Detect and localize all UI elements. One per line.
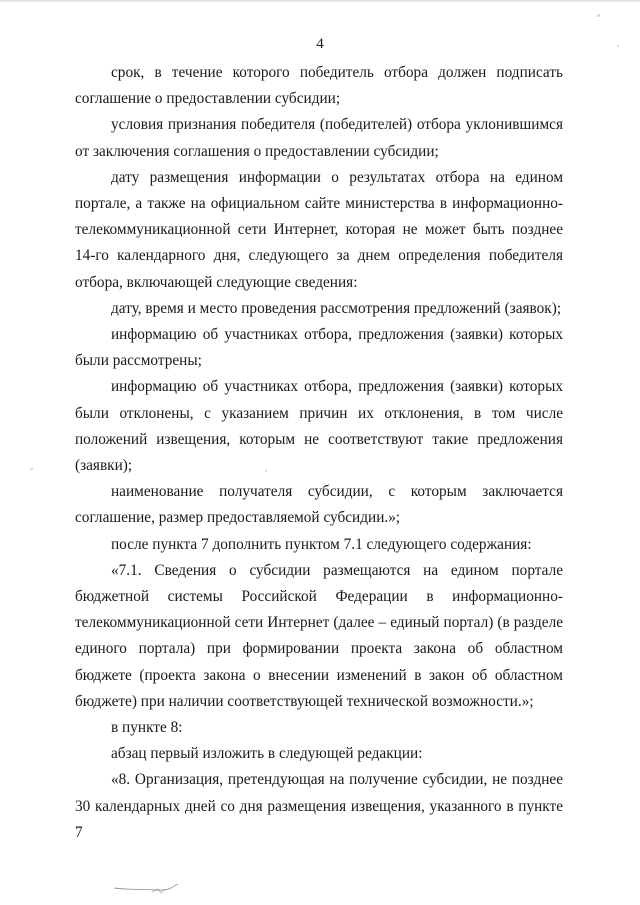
paragraph-10: в пункте 8:: [111, 719, 183, 737]
document-body: [75, 60, 563, 846]
paragraph-7: наименование получателя субсидии, с которым заключается соглашение, размер предоставляемой субсидии.»;: [75, 483, 563, 527]
paragraph-3: дату размещения информации о результатах отбора на едином портале, а также на официальном сайте министерства в информационно-телекоммуникационной сети Интернет, которая не может быть позднее 14-го календарного дня, следующего за днем определения победителя отбора, включающей следующие сведения:: [75, 168, 563, 291]
paragraph-12: «8. Организация, претендующая на получение субсидии, не позднее 30 календарных дней со дня размещения извещения, указанного в пункте 7: [75, 771, 563, 841]
paragraph-8: после пункта 7 дополнить пунктом 7.1 следующего содержания:: [111, 535, 532, 553]
paragraph-9: «7.1. Сведения о субсидии размещаются на едином портале бюджетной системы Российской Федерации в информационно-телекоммуникационной сети Интернет (далее – единый портал) (в разделе единого портала) при формировании проекта закона об областном бюджете (проекта закона о внесении изменений в закон об областном бюджете) при наличии соответствующей технической возможности.»;: [75, 561, 563, 710]
scan-speck: [597, 14, 600, 17]
scan-speck: [30, 468, 33, 470]
paragraph-2: условия признания победителя (победителей) отбора уклонившимся от заключения соглашения о предоставлении субсидии;: [75, 116, 563, 160]
pen-mark: [112, 878, 182, 896]
page-number: 4: [316, 36, 324, 52]
scan-speck: [617, 45, 619, 47]
scan-speck: [265, 470, 267, 472]
scan-top-edge: [0, 0, 640, 3]
paragraph-1: срок, в течение которого победитель отбора должен подписать соглашение о предоставлении субсидии;: [75, 64, 563, 108]
paragraph-5: информацию об участниках отбора, предложения (заявки) которых были рассмотрены;: [75, 326, 563, 370]
paragraph-4: дату, время и место проведения рассмотрения предложений (заявок);: [111, 299, 562, 317]
paragraph-6: информацию об участниках отбора, предложения (заявки) которых были отклонены, с указанием причин их отклонения, в том числе положений извещения, которым не соответствуют такие предложения (заявки);: [75, 378, 563, 475]
paragraph-11: абзац первый изложить в следующей редакции:: [111, 745, 423, 763]
